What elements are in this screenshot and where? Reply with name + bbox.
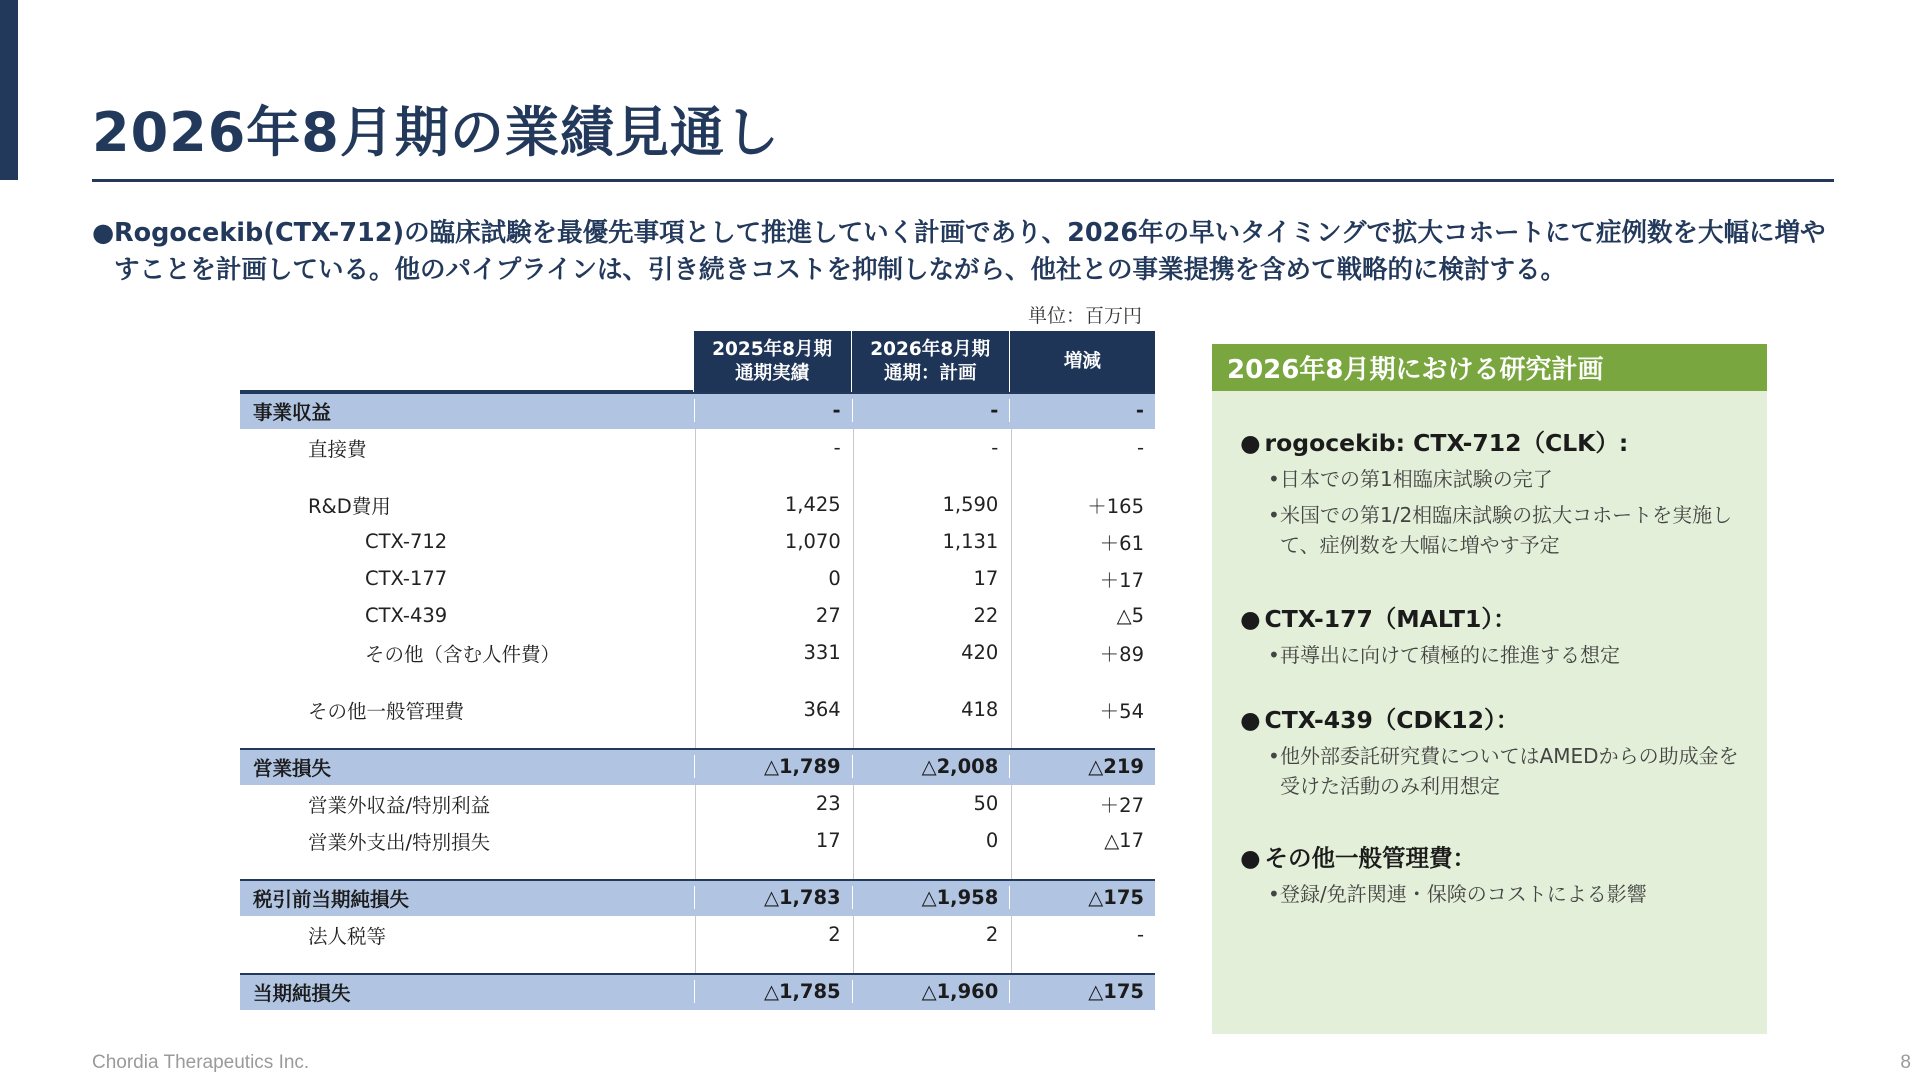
header-blank: [240, 331, 693, 392]
table-row-other-personnel: [240, 634, 1155, 671]
table-row-ctx177: [240, 560, 1155, 597]
bullet-icon: ●: [1240, 605, 1261, 633]
cell-change: -: [1136, 436, 1144, 459]
bullet-icon: ●: [1240, 429, 1261, 457]
table-header: [240, 331, 1155, 392]
cell-fy2025: 27: [815, 604, 841, 627]
table-row-ctx712: [240, 523, 1155, 560]
header-change: [1009, 331, 1155, 392]
table-row-direct-cost: [240, 429, 1155, 466]
plan-heading-text: rogocekib: CTX-712（CLK）:: [1264, 429, 1629, 457]
plan-sub-text: 日本での第1相臨床試験の完了: [1280, 467, 1553, 491]
plan-heading: [1240, 424, 1750, 458]
title-divider: [92, 179, 1834, 182]
cell-fy2025: △1,785: [694, 980, 852, 1003]
plan-item-sga: [1240, 839, 1750, 909]
plan-sub-text: 米国での第1/2相臨床試験の拡大コホートを実施して、症例数を大幅に増やす予定: [1280, 503, 1733, 557]
row-label: 税引前当期純損失: [253, 887, 410, 911]
cell-change: ＋165: [1087, 494, 1144, 518]
header-line: 2026年8月期: [870, 338, 991, 360]
cell-fy2025: -: [694, 399, 852, 422]
plan-sub-text: 登録/免許関連・保険のコストによる影響: [1280, 882, 1647, 906]
cell-fy2026: 1,131: [942, 530, 999, 553]
research-plan-title: 2026年8月期における研究計画: [1212, 344, 1767, 391]
plan-sub-item: [1240, 741, 1750, 801]
cell-change: ＋89: [1099, 642, 1144, 666]
plan-item-ctx712: [1240, 424, 1750, 560]
plan-heading: [1240, 600, 1750, 634]
plan-sub-item: [1240, 640, 1750, 670]
cell-fy2026: △2,008: [852, 755, 1010, 778]
row-label: 法人税等: [308, 924, 387, 948]
row-label: CTX-712: [365, 530, 448, 553]
plan-heading-text: その他一般管理費：: [1264, 844, 1477, 872]
row-label: 営業外支出/特別損失: [308, 830, 491, 854]
research-plan-panel: [1212, 344, 1767, 1034]
summary-text-block: [92, 215, 1837, 289]
cell-fy2025: 331: [803, 641, 841, 664]
header-line: 増減: [1063, 350, 1101, 372]
table-row-non-operating-expense: [240, 822, 1155, 859]
table-body: [240, 392, 1155, 1010]
footer-company: Chordia Therapeutics Inc.: [92, 1052, 310, 1073]
cell-fy2025: 0: [828, 567, 841, 590]
header-line: 2025年8月期: [712, 338, 833, 360]
table-row-non-operating-income: [240, 785, 1155, 822]
row-label: 当期純損失: [253, 981, 351, 1005]
cell-fy2025: 1,425: [784, 493, 841, 516]
table-row-operating-revenue: [240, 392, 1155, 429]
cell-fy2026: -: [852, 399, 1010, 422]
cell-fy2026: 22: [973, 604, 999, 627]
cell-fy2025: 364: [803, 698, 841, 721]
plan-heading-text: CTX-177（MALT1）：: [1264, 605, 1517, 633]
sub-bullet-icon: •: [1268, 744, 1280, 768]
header-fy2026-plan: [851, 331, 1009, 392]
accent-bar: [0, 0, 18, 180]
cell-fy2026: △1,958: [852, 886, 1010, 909]
plan-heading: [1240, 839, 1750, 873]
cell-fy2025: △1,783: [694, 886, 852, 909]
table-row-net-loss: [240, 973, 1155, 1010]
plan-heading-text: CTX-439（CDK12）：: [1264, 706, 1520, 734]
table-row-sga: [240, 691, 1155, 728]
plan-item-ctx177: [1240, 600, 1750, 670]
cell-fy2025: -: [833, 436, 841, 459]
row-label: 営業損失: [253, 756, 332, 780]
sub-bullet-icon: •: [1268, 643, 1280, 667]
cell-fy2026: 1,590: [942, 493, 999, 516]
table-row-ctx439: [240, 597, 1155, 634]
cell-fy2026: 2: [985, 923, 999, 946]
cell-fy2025: 23: [815, 792, 841, 815]
row-label: 営業外収益/特別利益: [308, 793, 491, 817]
cell-change: ＋27: [1099, 793, 1144, 817]
cell-fy2026: 418: [961, 698, 999, 721]
cell-change: -: [1136, 923, 1144, 946]
table-row-operating-loss: [240, 748, 1155, 785]
row-label: CTX-439: [365, 604, 448, 627]
cell-fy2026: 17: [973, 567, 999, 590]
table-row-corporate-tax: [240, 916, 1155, 953]
cell-change: ＋17: [1099, 568, 1144, 592]
summary-text: Rogocekib(CTX-712)の臨床試験を最優先事項として推進していく計画であり、2026年の早いタイミングで拡大コホートにて症例数を大幅に増やすことを計画している。他のパイプラインは、引き続きコストを抑制しながら、他社との事業提携を含めて戦略的に検討する。: [114, 218, 1826, 285]
plan-sub-text: 再導出に向けて積極的に推進する想定: [1280, 643, 1620, 667]
header-line: 通期実績: [735, 362, 810, 384]
row-label: 直接費: [308, 437, 367, 461]
bullet-icon: ●: [1240, 706, 1261, 734]
header-line: 通期：計画: [883, 362, 977, 384]
sub-bullet-icon: •: [1268, 503, 1280, 527]
plan-sub-item: [1240, 464, 1750, 494]
sub-bullet-icon: •: [1268, 882, 1280, 906]
plan-sub-item: [1240, 879, 1750, 909]
cell-change: △17: [1104, 829, 1144, 852]
page-title: 2026年8月期の業績見通し: [92, 101, 780, 164]
cell-fy2025: 2: [828, 923, 841, 946]
row-label: CTX-177: [365, 567, 448, 590]
table-row-rd-expense: [240, 486, 1155, 523]
cell-change: -: [1009, 399, 1155, 422]
table-row-pretax-loss: [240, 879, 1155, 916]
cell-change: △175: [1009, 980, 1155, 1003]
cell-fy2026: 50: [973, 792, 999, 815]
bullet-icon: ●: [1240, 844, 1261, 872]
plan-sub-item: [1240, 500, 1750, 560]
cell-change: ＋54: [1099, 699, 1144, 723]
row-label: その他一般管理費: [308, 699, 465, 723]
sub-bullet-icon: •: [1268, 467, 1280, 491]
cell-fy2026: 420: [961, 641, 999, 664]
cell-change: △5: [1116, 604, 1144, 627]
unit-label: 単位：百万円: [1028, 305, 1143, 327]
cell-change: ＋61: [1099, 531, 1144, 555]
cell-fy2026: △1,960: [852, 980, 1010, 1003]
cell-change: △219: [1009, 755, 1155, 778]
plan-heading: [1240, 701, 1750, 735]
row-label: 事業収益: [253, 400, 332, 424]
financial-table: [240, 331, 1155, 1010]
plan-item-ctx439: [1240, 701, 1750, 801]
cell-fy2025: 1,070: [784, 530, 841, 553]
cell-fy2025: 17: [815, 829, 841, 852]
cell-fy2025: △1,789: [694, 755, 852, 778]
page-number: 8: [1900, 1052, 1911, 1073]
cell-change: △175: [1009, 886, 1155, 909]
plan-sub-text: 他外部委託研究費についてはAMEDからの助成金を受けた活動のみ利用想定: [1280, 744, 1739, 798]
summary-bullet: ●: [92, 218, 115, 248]
cell-fy2026: -: [991, 436, 999, 459]
row-label: R&D費用: [308, 494, 391, 518]
row-label: その他（含む人件費）: [365, 642, 561, 666]
header-fy2025-actual: [693, 331, 851, 392]
cell-fy2026: 0: [985, 829, 999, 852]
